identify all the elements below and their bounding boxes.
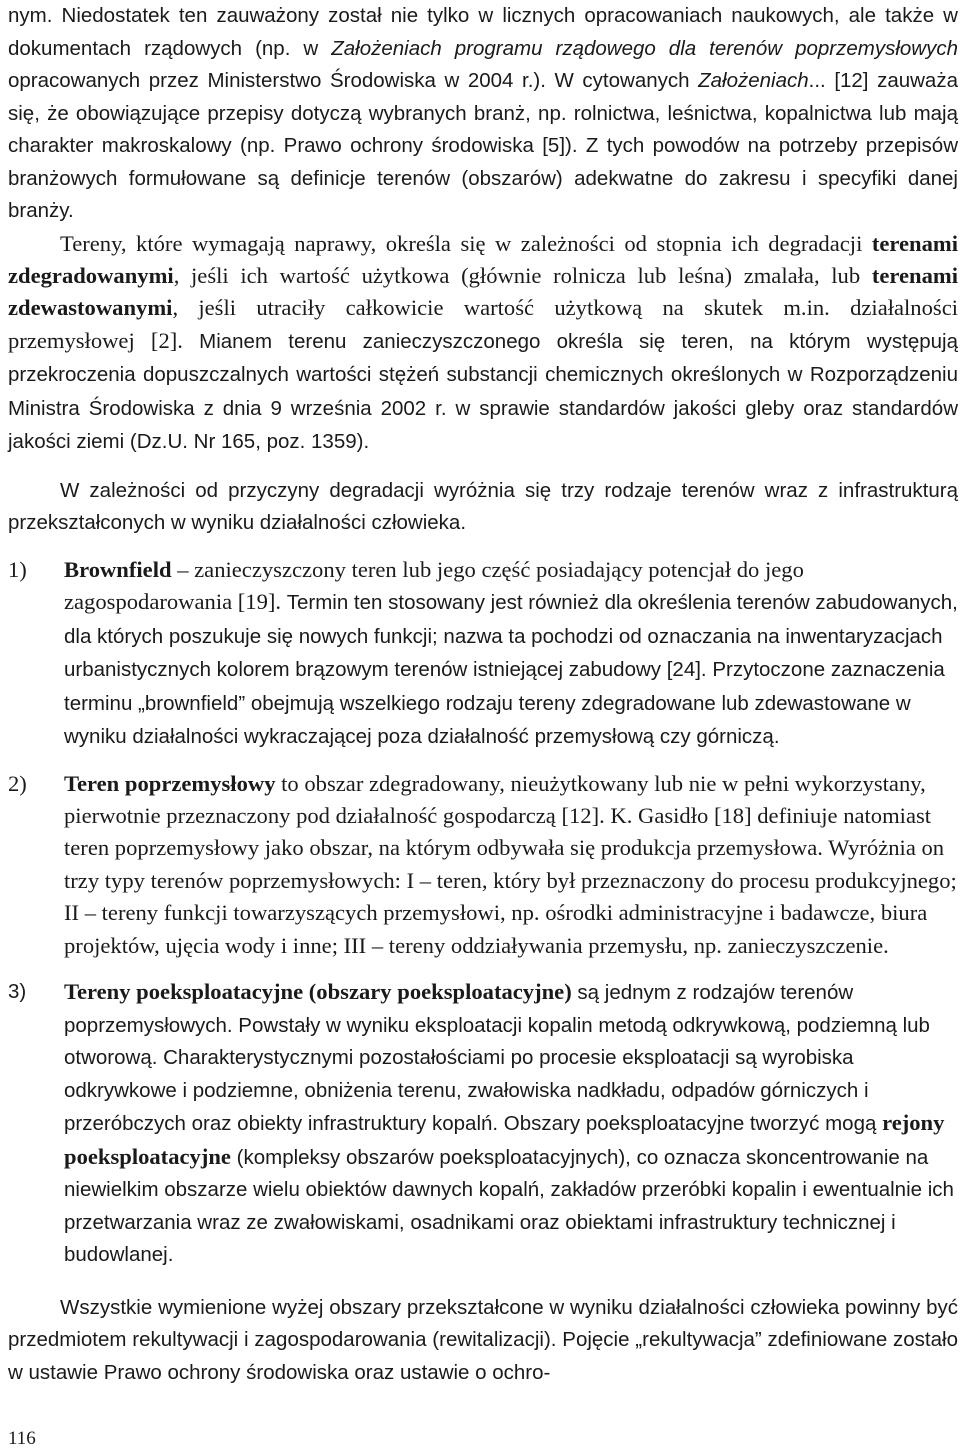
text-run: nym. Niedostatek ten zauważony został nie tylko w licznych opracowaniach naukowych, ale także w dokumentach rządowych (np. w	[8, 4, 958, 60]
paragraph-4	[8, 1292, 958, 1390]
definitions-list	[8, 554, 958, 1272]
list-term: Teren poprzemysłowy	[64, 770, 276, 796]
bold-term-degraded: terenami zdegradowanymi	[8, 230, 958, 288]
text-run: ... [12] zauważa się, że obowiązujące przepisy dotyczą wybranych branż, np. rolnictwa, leśnictwa, kopalnictwa lub mają charakter makroskalowy (np. Prawo ochrony środowiska [5]). Z tych powodów na potrzeby przepisów branżowych formułowane są definicje terenów (obszarów) adekwatne do zakresu i specyfiki danej branży.	[8, 69, 958, 222]
bold-term-regions: rejony poeksploatacyjne	[64, 1110, 945, 1169]
text-run: , jeśli ich wartość użytkowa (głównie rolnicza lub leśna) zmalała, lub	[173, 262, 872, 288]
paragraph-3	[8, 475, 958, 540]
text-run: , jeśli utraciły całkowicie wartość użytkową na skutek m.in. działalności przemysłowej [2].	[8, 295, 958, 353]
list-number: 1)	[8, 556, 27, 582]
text-run: opracowanych przez Ministerstwo Środowiska w 2004 r.). W cytowanych	[8, 69, 699, 92]
list-number: 2)	[8, 770, 27, 796]
sans-text-run: Termin ten stosowany jest również dla określenia terenów zabudowanych, dla których poszukuje się nowych funkcji; nazwa ta pochodzi od oznaczania na inwentaryzacjach urbanistycznych kolorem brązowym terenów istniejącej zabudowy [24]. Przytoczone zaznaczenia terminu „brownfield” obejmują wszelkiego rodzaju tereny zdegradowane lub zdewastowane w wyniku działalności wykraczającej poza działalność przemysłową czy górniczą.	[64, 591, 958, 749]
italic-title-short: Założeniach	[698, 69, 809, 92]
list-term: Tereny poeksploatacyjne (obszary poeksploatacyjne)	[64, 979, 572, 1005]
list-item	[8, 554, 958, 754]
list-term: Brownfield	[64, 556, 172, 582]
list-item	[8, 976, 958, 1272]
text-run: (kompleksy obszarów poeksploatacyjnych), co oznacza skoncentrowanie na niewielkim obszarze wielu obiektów dawnych kopalń, zakładów przeróbki kopalin i ewentualnie ich przetwarzania wraz ze zwałowiskami, osadnikami oraz obiektami infrastruktury technicznej i budowlanej.	[64, 1145, 954, 1267]
text-run: Wszystkie wymienione wyżej obszary przekształcone w wyniku działalności człowieka powinny być przedmiotem rekultywacji i zagospodarowania (rewitalizacji). Pojęcie „rekultywacja” zdefiniowane zostało w ustawie Prawo ochrony środowiska oraz ustawie o ochro-	[8, 1295, 958, 1384]
list-number: 3)	[8, 980, 27, 1004]
text-run: Tereny, które wymagają naprawy, określa się w zależności od stopnia ich degradacji	[60, 230, 872, 256]
paragraph-1	[8, 0, 958, 228]
bold-term-devastated: terenami zdewastowanymi	[8, 262, 958, 321]
sans-text-run: Mianem terenu zanieczyszczonego określa się teren, na którym występują przekroczenia dopuszczalnych wartości stężeń substancji chemicznych określonych w Rozporządzeniu Ministra Środowiska z dnia 9 września 2002 r. w sprawie standardów jakości gleby oraz standardów jakości ziemi (Dz.U. Nr 165, poz. 1359).	[8, 329, 959, 454]
italic-title: Założeniach programu rządowego dla terenów poprzemysłowych	[331, 36, 959, 60]
text-run: – zanieczyszczony teren lub jego część posiadający potencjał do jego zagospodarowania [19].	[64, 556, 804, 615]
list-item	[8, 768, 958, 962]
paragraph-2	[8, 228, 958, 459]
text-run: są jednym z rodzajów terenów poprzemysłowych. Powstały w wyniku eksploatacji kopalin metodą odkrywkową, podziemną lub otworową. Charakterystycznymi pozostałościami po procesie eksploatacji są wyrobiska odkrywkowe i podziemne, obniżenia terenu, zwałowiska nadkładu, odpadów górniczych i przeróbczych oraz obiekty infrastruktury kopalń. Obszary poeksploatacyjne tworzyć mogą	[64, 981, 930, 1136]
text-run: to obszar zdegradowany, nieużytkowany lub nie w pełni wykorzystany, pierwotnie przeznaczony pod działalność gospodarczą [12]. K. Gasidło [18] definiuje natomiast teren poprzemysłowy jako obszar, na którym odbywała się produkcja przemysłowa. Wyróżnia on trzy typy terenów poprzemysłowych: I – teren, który był przeznaczony do procesu produkcyjnego; II – tereny funkcji towarzyszących przemysłowi, np. ośrodki administracyjne i badawcze, biura projektów, ujęcia wody i inne; III – tereny oddziaływania przemysłu, np. zanieczyszczenie.	[64, 770, 957, 958]
text-run: W zależności od przyczyny degradacji wyróżnia się trzy rodzaje terenów wraz z infrastrukturą przekształconych w wyniku działalności człowieka.	[8, 478, 958, 535]
page-number: 116	[8, 1428, 36, 1449]
document-page	[8, 0, 958, 1389]
